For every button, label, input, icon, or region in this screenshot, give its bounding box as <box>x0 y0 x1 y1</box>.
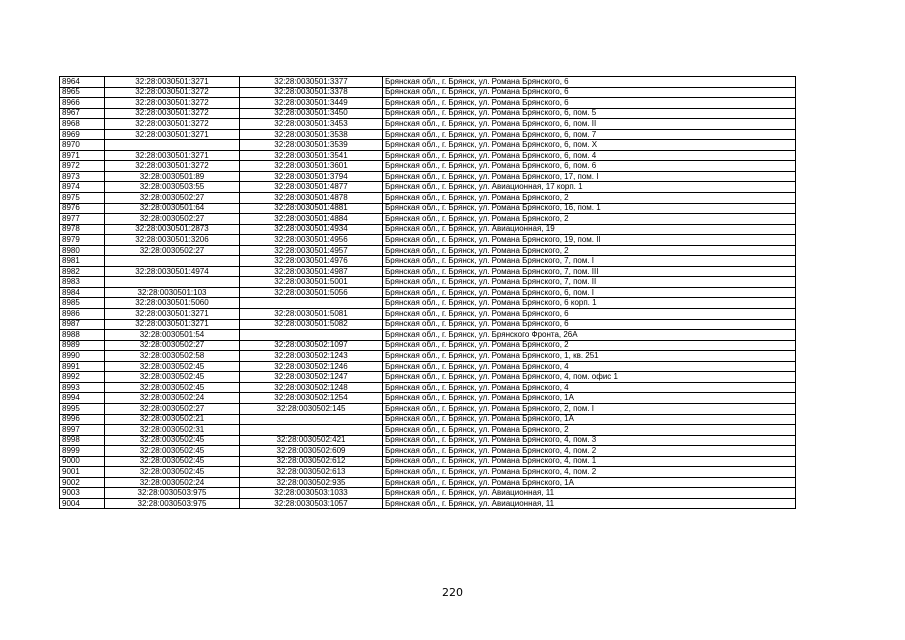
address-cell: Брянская обл., г. Брянск, ул. Романа Брянского, 6 <box>383 319 796 330</box>
row-number-cell: 8976 <box>60 203 105 214</box>
object-cadastral-number-cell: 32:28:0030501:5081 <box>240 309 383 320</box>
table-row <box>60 182 796 193</box>
table-row <box>60 393 796 404</box>
object-cadastral-number-cell: 32:28:0030503:1057 <box>240 498 383 509</box>
table-row <box>60 298 796 309</box>
object-cadastral-number-cell: 32:28:0030502:145 <box>240 403 383 414</box>
land-cadastral-number-cell: 32:28:0030502:45 <box>105 435 240 446</box>
object-cadastral-number-cell: 32:28:0030501:3453 <box>240 119 383 130</box>
address-cell: Брянская обл., г. Брянск, ул. Романа Брянского, 4, пом. 2 <box>383 446 796 457</box>
table-row <box>60 171 796 182</box>
registry-table <box>59 76 796 509</box>
table-row <box>60 193 796 204</box>
row-number-cell: 8979 <box>60 235 105 246</box>
table-row <box>60 467 796 478</box>
land-cadastral-number-cell: 32:28:0030502:45 <box>105 456 240 467</box>
object-cadastral-number-cell: 32:28:0030501:3539 <box>240 140 383 151</box>
address-cell: Брянская обл., г. Брянск, ул. Романа Брянского, 2 <box>383 425 796 436</box>
land-cadastral-number-cell: 32:28:0030502:24 <box>105 393 240 404</box>
row-number-cell: 8994 <box>60 393 105 404</box>
row-number-cell: 9001 <box>60 467 105 478</box>
object-cadastral-number-cell: 32:28:0030502:609 <box>240 446 383 457</box>
land-cadastral-number-cell: 32:28:0030501:103 <box>105 287 240 298</box>
address-cell: Брянская обл., г. Брянск, ул. Романа Брянского, 7, пом. III <box>383 266 796 277</box>
object-cadastral-number-cell: 32:28:0030501:4884 <box>240 214 383 225</box>
land-cadastral-number-cell: 32:28:0030501:3271 <box>105 77 240 88</box>
address-cell: Брянская обл., г. Брянск, ул. Авиационная, 11 <box>383 498 796 509</box>
object-cadastral-number-cell: 32:28:0030501:3449 <box>240 98 383 109</box>
row-number-cell: 8984 <box>60 287 105 298</box>
address-cell: Брянская обл., г. Брянск, ул. Романа Брянского, 6 корп. 1 <box>383 298 796 309</box>
address-cell: Брянская обл., г. Брянск, ул. Романа Брянского, 1, кв. 251 <box>383 351 796 362</box>
table-row <box>60 435 796 446</box>
table-row <box>60 309 796 320</box>
land-cadastral-number-cell: 32:28:0030503:975 <box>105 488 240 499</box>
table-row <box>60 245 796 256</box>
row-number-cell: 8997 <box>60 425 105 436</box>
row-number-cell: 8971 <box>60 150 105 161</box>
table-row <box>60 361 796 372</box>
address-cell: Брянская обл., г. Брянск, ул. Романа Брянского, 4, пом. 1 <box>383 456 796 467</box>
land-cadastral-number-cell <box>105 277 240 288</box>
object-cadastral-number-cell: 32:28:0030501:4987 <box>240 266 383 277</box>
address-cell: Брянская обл., г. Брянск, ул. Авиационная, 19 <box>383 224 796 235</box>
row-number-cell: 8978 <box>60 224 105 235</box>
row-number-cell: 8995 <box>60 403 105 414</box>
table-row <box>60 203 796 214</box>
row-number-cell: 8967 <box>60 108 105 119</box>
address-cell: Брянская обл., г. Брянск, ул. Романа Брянского, 6, пом. 4 <box>383 150 796 161</box>
row-number-cell: 8990 <box>60 351 105 362</box>
row-number-cell: 8985 <box>60 298 105 309</box>
land-cadastral-number-cell: 32:28:0030501:3272 <box>105 98 240 109</box>
object-cadastral-number-cell: 32:28:0030501:3601 <box>240 161 383 172</box>
row-number-cell: 8988 <box>60 330 105 341</box>
address-cell: Брянская обл., г. Брянск, ул. Романа Брянского, 4 <box>383 361 796 372</box>
row-number-cell: 9004 <box>60 498 105 509</box>
land-cadastral-number-cell: 32:28:0030502:45 <box>105 446 240 457</box>
page-number: 220 <box>442 586 463 599</box>
table-row <box>60 340 796 351</box>
row-number-cell: 8964 <box>60 77 105 88</box>
land-cadastral-number-cell: 32:28:0030502:27 <box>105 340 240 351</box>
land-cadastral-number-cell: 32:28:0030501:3271 <box>105 309 240 320</box>
object-cadastral-number-cell: 32:28:0030501:3794 <box>240 171 383 182</box>
land-cadastral-number-cell: 32:28:0030502:27 <box>105 193 240 204</box>
address-cell: Брянская обл., г. Брянск, ул. Романа Брянского, 4, пом. 2 <box>383 467 796 478</box>
object-cadastral-number-cell: 32:28:0030502:1243 <box>240 351 383 362</box>
object-cadastral-number-cell: 32:28:0030502:935 <box>240 477 383 488</box>
land-cadastral-number-cell <box>105 256 240 267</box>
address-cell: Брянская обл., г. Брянск, ул. Романа Брянского, 2, пом. I <box>383 403 796 414</box>
address-cell: Брянская обл., г. Брянск, ул. Брянского Фронта, 26А <box>383 330 796 341</box>
row-number-cell: 8999 <box>60 446 105 457</box>
row-number-cell: 8972 <box>60 161 105 172</box>
object-cadastral-number-cell: 32:28:0030501:5056 <box>240 287 383 298</box>
object-cadastral-number-cell: 32:28:0030502:1097 <box>240 340 383 351</box>
object-cadastral-number-cell: 32:28:0030503:1033 <box>240 488 383 499</box>
object-cadastral-number-cell: 32:28:0030501:3450 <box>240 108 383 119</box>
address-cell: Брянская обл., г. Брянск, ул. Романа Брянского, 1А <box>383 393 796 404</box>
land-cadastral-number-cell: 32:28:0030502:58 <box>105 351 240 362</box>
land-cadastral-number-cell: 32:28:0030502:45 <box>105 361 240 372</box>
table-row <box>60 108 796 119</box>
row-number-cell: 8991 <box>60 361 105 372</box>
table-row <box>60 256 796 267</box>
row-number-cell: 8970 <box>60 140 105 151</box>
row-number-cell: 8973 <box>60 171 105 182</box>
object-cadastral-number-cell: 32:28:0030501:4881 <box>240 203 383 214</box>
table-row <box>60 488 796 499</box>
land-cadastral-number-cell: 32:28:0030501:4974 <box>105 266 240 277</box>
row-number-cell: 8983 <box>60 277 105 288</box>
land-cadastral-number-cell: 32:28:0030501:3272 <box>105 87 240 98</box>
land-cadastral-number-cell: 32:28:0030501:89 <box>105 171 240 182</box>
row-number-cell: 8974 <box>60 182 105 193</box>
row-number-cell: 8996 <box>60 414 105 425</box>
land-cadastral-number-cell: 32:28:0030501:3272 <box>105 119 240 130</box>
object-cadastral-number-cell: 32:28:0030502:1246 <box>240 361 383 372</box>
row-number-cell: 8987 <box>60 319 105 330</box>
object-cadastral-number-cell: 32:28:0030501:5001 <box>240 277 383 288</box>
land-cadastral-number-cell: 32:28:0030501:3272 <box>105 161 240 172</box>
table-row <box>60 87 796 98</box>
table-row <box>60 98 796 109</box>
address-cell: Брянская обл., г. Брянск, ул. Романа Брянского, 1А <box>383 414 796 425</box>
table-row <box>60 498 796 509</box>
address-cell: Брянская обл., г. Брянск, ул. Романа Брянского, 4 <box>383 382 796 393</box>
object-cadastral-number-cell: 32:28:0030501:4934 <box>240 224 383 235</box>
object-cadastral-number-cell: 32:28:0030501:4956 <box>240 235 383 246</box>
object-cadastral-number-cell <box>240 414 383 425</box>
row-number-cell: 8975 <box>60 193 105 204</box>
row-number-cell: 8989 <box>60 340 105 351</box>
object-cadastral-number-cell: 32:28:0030502:421 <box>240 435 383 446</box>
address-cell: Брянская обл., г. Брянск, ул. Романа Брянского, 2 <box>383 214 796 225</box>
address-cell: Брянская обл., г. Брянск, ул. Авиационная, 11 <box>383 488 796 499</box>
table-row <box>60 77 796 88</box>
object-cadastral-number-cell <box>240 425 383 436</box>
land-cadastral-number-cell: 32:28:0030501:54 <box>105 330 240 341</box>
land-cadastral-number-cell: 32:28:0030502:21 <box>105 414 240 425</box>
address-cell: Брянская обл., г. Брянск, ул. Романа Брянского, 6, пом. X <box>383 140 796 151</box>
address-cell: Брянская обл., г. Брянск, ул. Романа Брянского, 1А <box>383 477 796 488</box>
object-cadastral-number-cell: 32:28:0030501:3541 <box>240 150 383 161</box>
row-number-cell: 9003 <box>60 488 105 499</box>
address-cell: Брянская обл., г. Брянск, ул. Романа Брянского, 19, пом. II <box>383 235 796 246</box>
object-cadastral-number-cell: 32:28:0030501:3377 <box>240 77 383 88</box>
address-cell: Брянская обл., г. Брянск, ул. Романа Брянского, 7, пом. I <box>383 256 796 267</box>
table-row <box>60 214 796 225</box>
table-row <box>60 425 796 436</box>
registry-table-body <box>60 77 796 509</box>
object-cadastral-number-cell: 32:28:0030501:4877 <box>240 182 383 193</box>
land-cadastral-number-cell: 32:28:0030502:24 <box>105 477 240 488</box>
address-cell: Брянская обл., г. Брянск, ул. Авиационная, 17 корп. 1 <box>383 182 796 193</box>
land-cadastral-number-cell: 32:28:0030502:27 <box>105 403 240 414</box>
land-cadastral-number-cell: 32:28:0030502:27 <box>105 214 240 225</box>
row-number-cell: 8981 <box>60 256 105 267</box>
land-cadastral-number-cell: 32:28:0030503:975 <box>105 498 240 509</box>
object-cadastral-number-cell: 32:28:0030502:1248 <box>240 382 383 393</box>
address-cell: Брянская обл., г. Брянск, ул. Романа Брянского, 6 <box>383 77 796 88</box>
table-row <box>60 277 796 288</box>
table-row <box>60 382 796 393</box>
table-row <box>60 403 796 414</box>
land-cadastral-number-cell: 32:28:0030501:3271 <box>105 150 240 161</box>
table-row <box>60 235 796 246</box>
object-cadastral-number-cell <box>240 330 383 341</box>
table-row <box>60 287 796 298</box>
row-number-cell: 9002 <box>60 477 105 488</box>
address-cell: Брянская обл., г. Брянск, ул. Романа Брянского, 6, пом. I <box>383 287 796 298</box>
table-row <box>60 224 796 235</box>
object-cadastral-number-cell: 32:28:0030501:4976 <box>240 256 383 267</box>
row-number-cell: 8965 <box>60 87 105 98</box>
address-cell: Брянская обл., г. Брянск, ул. Романа Брянского, 6, пом. 6 <box>383 161 796 172</box>
object-cadastral-number-cell: 32:28:0030501:4878 <box>240 193 383 204</box>
row-number-cell: 8992 <box>60 372 105 383</box>
land-cadastral-number-cell: 32:28:0030501:5060 <box>105 298 240 309</box>
land-cadastral-number-cell: 32:28:0030501:2873 <box>105 224 240 235</box>
table-row <box>60 150 796 161</box>
address-cell: Брянская обл., г. Брянск, ул. Романа Брянского, 2 <box>383 193 796 204</box>
land-cadastral-number-cell: 32:28:0030502:45 <box>105 382 240 393</box>
table-row <box>60 129 796 140</box>
address-cell: Брянская обл., г. Брянск, ул. Романа Брянского, 4, пом. офис 1 <box>383 372 796 383</box>
table-row <box>60 414 796 425</box>
land-cadastral-number-cell: 32:28:0030501:3272 <box>105 108 240 119</box>
address-cell: Брянская обл., г. Брянск, ул. Романа Брянского, 6, пом. II <box>383 119 796 130</box>
land-cadastral-number-cell: 32:28:0030502:27 <box>105 245 240 256</box>
table-row <box>60 161 796 172</box>
address-cell: Брянская обл., г. Брянск, ул. Романа Брянского, 17, пом. I <box>383 171 796 182</box>
table-row <box>60 477 796 488</box>
table-row <box>60 319 796 330</box>
table-row <box>60 446 796 457</box>
address-cell: Брянская обл., г. Брянск, ул. Романа Брянского, 6 <box>383 98 796 109</box>
address-cell: Брянская обл., г. Брянск, ул. Романа Брянского, 4, пом. 3 <box>383 435 796 446</box>
object-cadastral-number-cell: 32:28:0030501:3538 <box>240 129 383 140</box>
row-number-cell: 8993 <box>60 382 105 393</box>
row-number-cell: 8982 <box>60 266 105 277</box>
address-cell: Брянская обл., г. Брянск, ул. Романа Брянского, 2 <box>383 340 796 351</box>
table-row <box>60 456 796 467</box>
address-cell: Брянская обл., г. Брянск, ул. Романа Брянского, 6, пом. 7 <box>383 129 796 140</box>
table-row <box>60 351 796 362</box>
row-number-cell: 8986 <box>60 309 105 320</box>
object-cadastral-number-cell: 32:28:0030501:5082 <box>240 319 383 330</box>
row-number-cell: 8977 <box>60 214 105 225</box>
address-cell: Брянская обл., г. Брянск, ул. Романа Брянского, 16, пом. 1 <box>383 203 796 214</box>
address-cell: Брянская обл., г. Брянск, ул. Романа Брянского, 6, пом. 5 <box>383 108 796 119</box>
object-cadastral-number-cell <box>240 298 383 309</box>
row-number-cell: 8966 <box>60 98 105 109</box>
land-cadastral-number-cell: 32:28:0030501:3206 <box>105 235 240 246</box>
object-cadastral-number-cell: 32:28:0030502:612 <box>240 456 383 467</box>
land-cadastral-number-cell: 32:28:0030502:45 <box>105 467 240 478</box>
table-row <box>60 372 796 383</box>
row-number-cell: 8998 <box>60 435 105 446</box>
address-cell: Брянская обл., г. Брянск, ул. Романа Брянского, 6 <box>383 87 796 98</box>
row-number-cell: 9000 <box>60 456 105 467</box>
object-cadastral-number-cell: 32:28:0030502:1254 <box>240 393 383 404</box>
row-number-cell: 8980 <box>60 245 105 256</box>
object-cadastral-number-cell: 32:28:0030501:4957 <box>240 245 383 256</box>
land-cadastral-number-cell: 32:28:0030502:45 <box>105 372 240 383</box>
land-cadastral-number-cell <box>105 140 240 151</box>
table-row <box>60 266 796 277</box>
object-cadastral-number-cell: 32:28:0030502:613 <box>240 467 383 478</box>
land-cadastral-number-cell: 32:28:0030503:55 <box>105 182 240 193</box>
address-cell: Брянская обл., г. Брянск, ул. Романа Брянского, 7, пом. II <box>383 277 796 288</box>
address-cell: Брянская обл., г. Брянск, ул. Романа Брянского, 2 <box>383 245 796 256</box>
row-number-cell: 8968 <box>60 119 105 130</box>
land-cadastral-number-cell: 32:28:0030501:3271 <box>105 129 240 140</box>
land-cadastral-number-cell: 32:28:0030501:64 <box>105 203 240 214</box>
table-row <box>60 140 796 151</box>
land-cadastral-number-cell: 32:28:0030502:31 <box>105 425 240 436</box>
table-row <box>60 119 796 130</box>
object-cadastral-number-cell: 32:28:0030502:1247 <box>240 372 383 383</box>
address-cell: Брянская обл., г. Брянск, ул. Романа Брянского, 6 <box>383 309 796 320</box>
row-number-cell: 8969 <box>60 129 105 140</box>
table-row <box>60 330 796 341</box>
object-cadastral-number-cell: 32:28:0030501:3378 <box>240 87 383 98</box>
land-cadastral-number-cell: 32:28:0030501:3271 <box>105 319 240 330</box>
